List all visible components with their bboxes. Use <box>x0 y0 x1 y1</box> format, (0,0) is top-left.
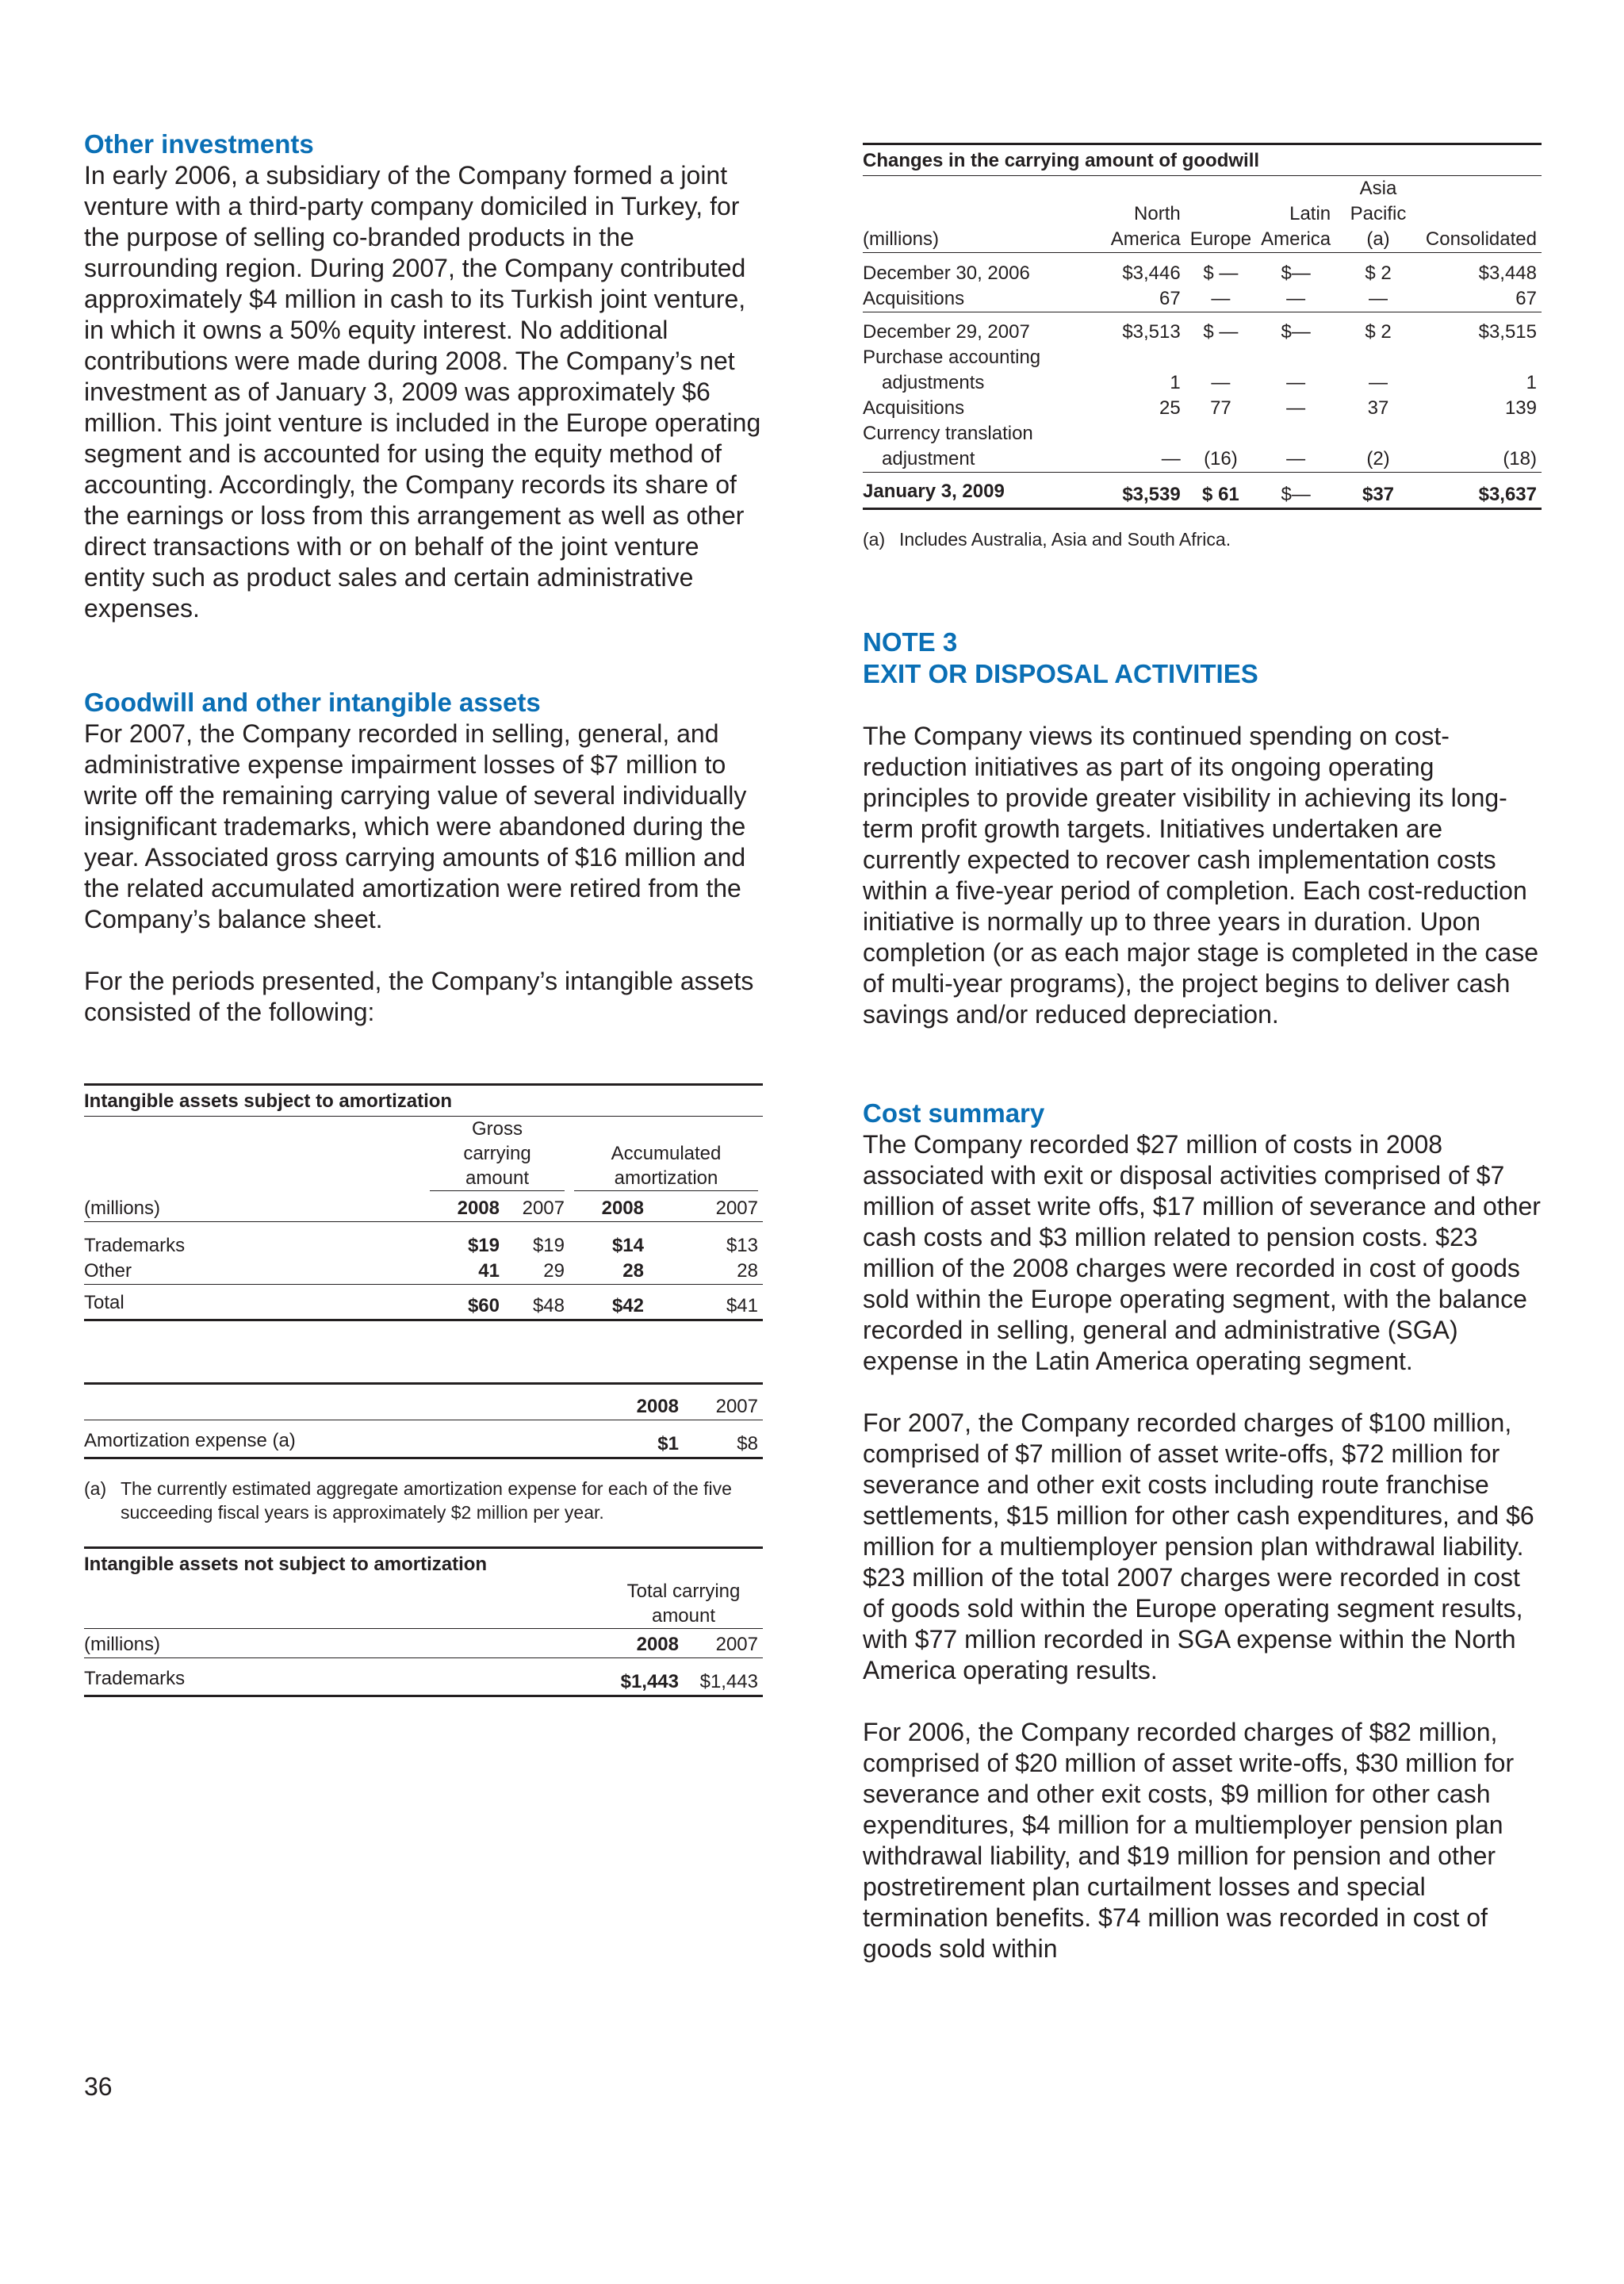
cell-value: $3,513 <box>1122 321 1181 343</box>
table-row <box>863 421 1542 446</box>
cell-value: $ 2 <box>1365 321 1392 343</box>
cell-value: 77 <box>1210 397 1231 419</box>
cell-value: $8 <box>737 1432 758 1454</box>
table-row <box>863 286 1542 312</box>
amortized-assets-table-block <box>84 1083 763 1321</box>
total-carrying-header-line2: amount <box>651 1605 716 1627</box>
accum-header-line1: Accumulated <box>611 1143 722 1164</box>
header-na-1: North <box>1134 203 1181 224</box>
row-label: adjustments <box>882 372 985 393</box>
row-label: Purchase accounting <box>863 347 1041 368</box>
amortization-expense-block <box>84 1382 763 1524</box>
total-carrying-header-line1: Total carrying <box>626 1581 741 1602</box>
cell-value: $3,446 <box>1122 262 1181 284</box>
table-row <box>84 1428 763 1458</box>
accum-header-line2: amortization <box>574 1166 758 1191</box>
page-number: 36 <box>84 2072 113 2101</box>
other-investments-heading: Other investments <box>84 129 314 159</box>
cell-value: $— <box>1281 262 1311 284</box>
goodwill-table <box>863 176 1542 510</box>
cost-summary-p3: For 2006, the Company recorded charges of $82 million, comprised of $20 million of asset write-offs, $30 million for severance and other exit costs, $9 million for other cash expenditures, $4 million for a multiemployer pension plan withdrawal liability, and $19 million for pension and other postretirement plan curtailment losses and special termination benefits. $74 million was recorded in cost of goods sold within <box>863 1718 1515 1963</box>
cell-value: — <box>1286 397 1306 419</box>
cell-value: — <box>1161 448 1181 469</box>
cell-value: (2) <box>1366 448 1390 469</box>
cell-value: 29 <box>543 1259 565 1282</box>
amortized-unit-label: (millions) <box>84 1198 160 1219</box>
goodwill-section <box>84 687 763 1028</box>
cost-summary-section <box>863 1098 1542 1964</box>
header-ap-1: Asia <box>1359 178 1397 199</box>
cell-value: $60 <box>467 1295 500 1316</box>
cell-value: $— <box>1281 483 1311 505</box>
accum-2008-header: 2008 <box>601 1198 644 1219</box>
row-label: Amortization expense (a) <box>84 1429 296 1451</box>
cell-value: (16) <box>1204 448 1238 469</box>
row-label: Currency translation <box>863 423 1033 444</box>
table-row <box>84 1666 763 1696</box>
other-investments-section <box>84 128 763 624</box>
cell-value: $41 <box>726 1295 758 1316</box>
gross-2007-header: 2007 <box>522 1198 565 1219</box>
footnote-text: The currently estimated aggregate amortization expense for each of the five succeeding fiscal years is approximately $2 million per year. <box>121 1477 732 1523</box>
header-ap-2: Pacific <box>1350 203 1407 224</box>
cost-summary-p2: For 2007, the Company recorded charges of $100 million, comprised of $7 million of asset write-offs, $72 million for severance and other exit costs including route franchise settlements, $15 million for other cash expenditures, and $6 million for a multiemployer pension plan withdrawal liability. $23 million of the total 2007 charges were recorded in cost of goods sold within the Europe operating segment results, with $77 million recorded in SGA expense within the North America operating results. <box>863 1408 1534 1684</box>
amortization-expense-table <box>84 1388 763 1459</box>
amortization-footnote <box>84 1477 763 1524</box>
cell-value: $— <box>1281 321 1311 343</box>
header-ap-3: (a) <box>1366 228 1390 250</box>
goodwill-table-block <box>863 143 1542 551</box>
goodwill-text: For 2007, the Company recorded in selling, general, and administrative expense impairment losses of $7 million to write off the remaining carrying value of several individually insignificant trademarks, which were abandoned during the year. Associated gross carrying amounts of $16 million and the related accumulated amortization were retired from the Company’s balance sheet. <box>84 719 747 933</box>
cell-value: 1 <box>1526 372 1537 393</box>
footnote-mark: (a) <box>84 1477 107 1499</box>
table-row <box>863 261 1542 286</box>
row-label: Total <box>84 1292 124 1313</box>
cost-summary-p1: The Company recorded $27 million of costs in 2008 associated with exit or disposal activities comprised of $7 million of asset write offs, $17 million of severance and other cash costs and $3 million related to pension costs. $23 million of the 2008 charges were recorded in cost of goods sold within the Europe operating segment, with the balance recorded in selling, general and administrative (SGA) expense in the Latin America operating segment. <box>863 1130 1541 1375</box>
table-row-total <box>863 479 1542 509</box>
note3-section <box>863 627 1542 1030</box>
row-label: Trademarks <box>84 1234 186 1256</box>
table-row <box>84 1259 763 1285</box>
row-label: December 29, 2007 <box>863 321 1030 343</box>
table-row <box>863 396 1542 421</box>
goodwill-heading: Goodwill and other intangible assets <box>84 688 541 717</box>
cell-value: $ — <box>1203 321 1239 343</box>
gross-2008-header: 2008 <box>457 1198 500 1219</box>
cell-value: $3,539 <box>1122 483 1181 505</box>
cell-value: $3,448 <box>1478 262 1537 284</box>
cell-value: (18) <box>1503 448 1537 469</box>
not-amortized-table <box>84 1579 763 1697</box>
other-investments-text: In early 2006, a subsidiary of the Company formed a joint venture with a third-party company domiciled in Turkey, for the purpose of selling co-branded products in the surrounding region. During 2007, the Company contributed approximately $4 million in cash to its Turkish joint venture, in which it owns a 50% equity interest. No additional contributions were made during 2008. The Company’s net investment as of January 3, 2009 was approximately $6 million. This joint venture is included in the Europe operating segment and is accounted for using the equity method of accounting. Accordingly, the Company records its share of the earnings or loss from this arrangement as well as other direct transactions with or on behalf of the joint venture entity such as product sales and certain administrative expenses. <box>84 161 761 623</box>
cell-value: 25 <box>1159 397 1181 419</box>
row-label: January 3, 2009 <box>863 480 1005 502</box>
cell-value: $3,515 <box>1478 321 1537 343</box>
cell-value: $ — <box>1203 262 1239 284</box>
cell-value: — <box>1286 448 1306 469</box>
not-amortized-2008-header: 2008 <box>636 1634 679 1655</box>
table-row <box>863 320 1542 345</box>
intangible-intro-text: For the periods presented, the Company’s intangible assets consisted of the following: <box>84 967 754 1026</box>
accum-2007-header: 2007 <box>715 1198 758 1219</box>
cell-value: $42 <box>611 1295 644 1316</box>
header-na-2: America <box>1110 228 1181 250</box>
cell-value: $48 <box>532 1295 565 1316</box>
header-la-2: America <box>1261 228 1331 250</box>
note3-heading-title: EXIT OR DISPOSAL ACTIVITIES <box>863 659 1258 688</box>
gross-header-line1: Gross <box>471 1118 523 1140</box>
cell-value: 139 <box>1504 397 1537 419</box>
row-label: Acquisitions <box>863 287 965 309</box>
cell-value: 1 <box>1170 372 1181 393</box>
cell-value: $37 <box>1362 483 1395 505</box>
cell-value: $ 2 <box>1365 262 1392 284</box>
table-row <box>84 1233 763 1259</box>
row-label: December 30, 2006 <box>863 262 1030 284</box>
cell-value: — <box>1211 287 1231 309</box>
cell-value: $1,443 <box>620 1670 679 1692</box>
cell-value: — <box>1286 287 1306 309</box>
cell-value: — <box>1286 372 1306 393</box>
cell-value: $13 <box>726 1234 758 1256</box>
footnote-text: Includes Australia, Asia and South Africa. <box>899 528 1231 550</box>
cell-value: — <box>1369 372 1388 393</box>
cell-value: 37 <box>1367 397 1389 419</box>
gross-header-line2: carrying <box>463 1143 531 1164</box>
cell-value: $1,443 <box>699 1670 758 1692</box>
not-amortized-table-block <box>84 1546 763 1697</box>
expense-2008-header: 2008 <box>636 1396 679 1417</box>
not-amortized-2007-header: 2007 <box>715 1634 758 1655</box>
amortized-table-title: Intangible assets subject to amortization <box>84 1083 763 1117</box>
row-label: Trademarks <box>84 1667 186 1689</box>
note3-text: The Company views its continued spending on cost-reduction initiatives as part of its ongoing operating principles to provide greater visibility in achieving its long-term profit growth targets. Initiatives undertaken are currently expected to recover cash implementation costs within a five-year period of completion. Each cost-reduction initiative is normally up to three years in duration. Upon completion (or as each major stage is completed in the case of multi-year programs), the project begins to deliver cash savings and/or reduced depreciation. <box>863 722 1538 1029</box>
table-row-total <box>84 1290 763 1320</box>
goodwill-unit-label: (millions) <box>863 228 939 250</box>
footnote-mark: (a) <box>863 528 886 550</box>
table-row <box>863 370 1542 396</box>
table-row <box>863 446 1542 473</box>
cell-value: 67 <box>1159 287 1181 309</box>
goodwill-footnote <box>863 527 1542 551</box>
cell-value: $19 <box>532 1234 565 1256</box>
cell-value: $3,637 <box>1478 483 1537 505</box>
cell-value: 41 <box>478 1259 500 1282</box>
row-label: Acquisitions <box>863 397 965 419</box>
cell-value: — <box>1369 287 1388 309</box>
not-amortized-unit-label: (millions) <box>84 1634 160 1655</box>
cell-value: $19 <box>467 1234 500 1256</box>
row-label: Other <box>84 1259 132 1282</box>
cell-value: $ 61 <box>1202 483 1239 505</box>
cell-value: $14 <box>611 1234 644 1256</box>
cell-value: 67 <box>1515 287 1537 309</box>
table-row <box>863 345 1542 370</box>
cell-value: 28 <box>737 1259 758 1282</box>
expense-2007-header: 2007 <box>715 1396 758 1417</box>
row-label: adjustment <box>882 448 975 469</box>
cell-value: $1 <box>657 1432 679 1454</box>
gross-header-line3: amount <box>430 1166 565 1191</box>
cell-value: 28 <box>622 1259 644 1282</box>
header-europe: Europe <box>1189 228 1252 250</box>
goodwill-table-title: Changes in the carrying amount of goodwill <box>863 143 1542 176</box>
amortized-assets-table <box>84 1117 763 1321</box>
cost-summary-heading: Cost summary <box>863 1098 1045 1128</box>
cell-value: — <box>1211 372 1231 393</box>
header-la-1: Latin <box>1289 203 1331 224</box>
header-consolidated: Consolidated <box>1425 228 1537 250</box>
note3-heading-number: NOTE 3 <box>863 627 958 657</box>
not-amortized-table-title: Intangible assets not subject to amortization <box>84 1546 763 1579</box>
